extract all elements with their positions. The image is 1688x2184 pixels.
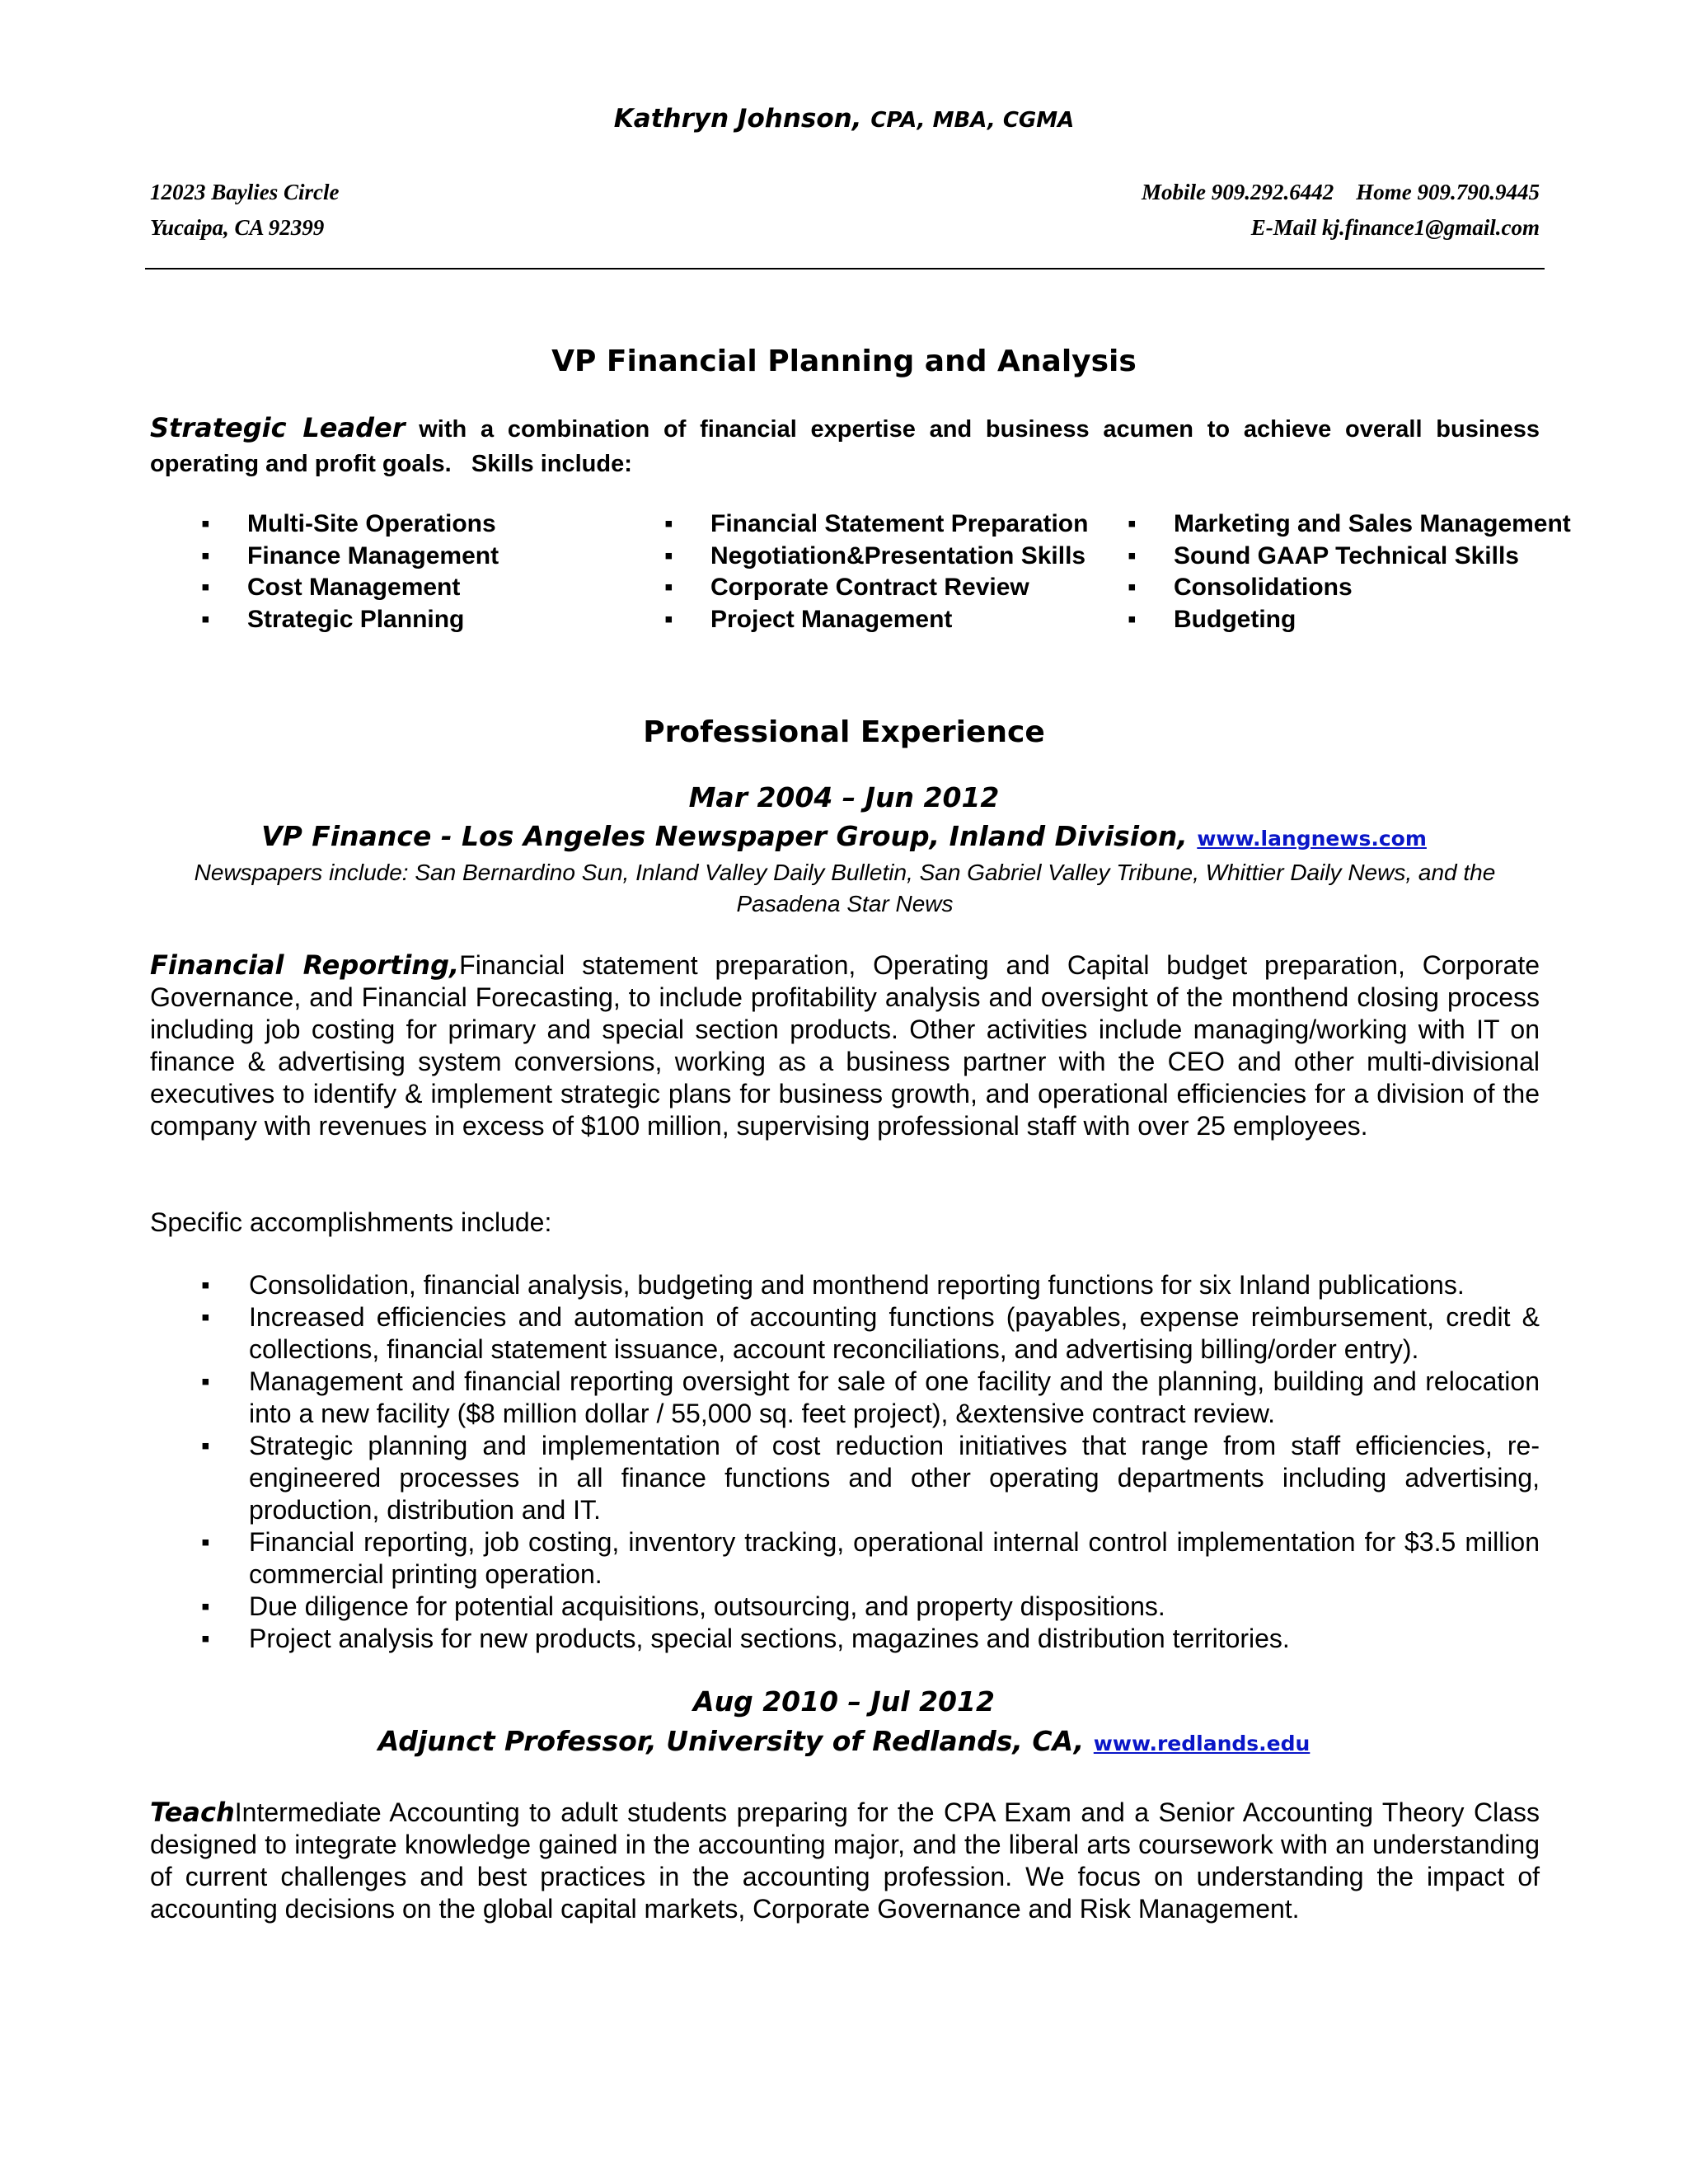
list-item: ▪ Project analysis for new products, special sections, magazines and distribution territories. xyxy=(150,1623,1540,1655)
address-block xyxy=(150,175,339,246)
skills-column-2 xyxy=(664,509,1088,635)
description-text: Financial statement preparation, Operating and Capital budget preparation, Corporate Governance, and Financial Forecasting, to include profitability analysis and oversight of the monthend closing process including job costing for primary and special section products. Other activities include managing/working with IT on finance & advertising system conversions, working as a business partner with the CEO and other multi-divisional executives to identify & implement strategic plans for business growth, and operational efficiencies for a division of the company with revenues in excess of $100 million, supervising professional staff with over 25 employees. xyxy=(150,950,1540,1141)
contact-block xyxy=(1142,175,1540,246)
job-description xyxy=(150,949,1540,1142)
job-title: Adjunct Professor, University of Redlands, CA, www.redlands.edu xyxy=(377,1725,1311,1757)
skill-item: ▪ Finance Management xyxy=(201,541,499,573)
job-title: VP Finance - Los Angeles Newspaper Group, Inland Division, www.langnews.com xyxy=(261,820,1427,852)
list-item: ▪ Management and financial reporting oversight for sale of one facility and the planning, building and relocation into a new facility ($8 million dollar / 55,000 sq. feet project), &extensive contract review. xyxy=(150,1366,1540,1430)
skill-item: ▪ Consolidations xyxy=(1128,572,1571,604)
description-lead: Financial Reporting, xyxy=(150,949,460,981)
skill-item: ▪ Strategic Planning xyxy=(201,604,499,636)
address-line-1: 12023 Baylies Circle xyxy=(150,180,340,204)
job-description xyxy=(150,1797,1540,1925)
summary-paragraph xyxy=(150,410,1547,481)
skill-item: ▪ Corporate Contract Review xyxy=(664,572,1088,604)
credentials: CPA, MBA, CGMA xyxy=(870,108,1075,133)
skill-item: ▪ Negotiation&Presentation Skills xyxy=(664,541,1088,573)
skill-item: ▪ Sound GAAP Technical Skills xyxy=(1128,541,1571,573)
skill-item: ▪ Financial Statement Preparation xyxy=(664,509,1088,541)
skill-item: ▪ Budgeting xyxy=(1128,604,1571,636)
summary-text: with a combination of financial expertise and business acumen to achieve overall business operating and profit goals. Skills include: xyxy=(150,416,1547,477)
list-item: ▪ Strategic planning and implementation of cost reduction initiatives that range from staff efficiencies, re-engineered processes in all finance functions and other operating departments including advertising, production, distribution and IT. xyxy=(150,1430,1540,1526)
skills-column-1 xyxy=(201,509,499,635)
objective-heading: VP Financial Planning and Analysis xyxy=(551,344,1137,378)
experience-heading: Professional Experience xyxy=(643,715,1045,749)
job-note: Newspapers include: San Bernardino Sun, Inland Valley Daily Bulletin, San Gabriel Valley Tribune, Whittier Daily News, and the Pasadena Star News xyxy=(194,860,1496,916)
skill-item: ▪ Multi-Site Operations xyxy=(201,509,499,541)
university-link[interactable]: www.redlands.edu xyxy=(1093,1732,1311,1755)
job-dates: Mar 2004 – Jun 2012 xyxy=(688,781,1000,813)
company-link[interactable]: www.langnews.com xyxy=(1197,827,1427,851)
job-dates: Aug 2010 – Jul 2012 xyxy=(693,1685,995,1718)
description-lead: Teach xyxy=(150,1797,235,1828)
header-divider xyxy=(145,268,1545,269)
email-address: E-Mail kj.finance1@gmail.com xyxy=(1250,215,1540,240)
list-item: ▪ Consolidation, financial analysis, budgeting and monthend reporting functions for six Inland publications. xyxy=(150,1269,1540,1301)
address-line-2: Yucaipa, CA 92399 xyxy=(150,215,325,240)
accomplishments-list xyxy=(150,1269,1540,1655)
skill-item: ▪ Cost Management xyxy=(201,572,499,604)
skill-item: ▪ Marketing and Sales Management xyxy=(1128,509,1571,541)
list-item: ▪ Financial reporting, job costing, inventory tracking, operational internal control implementation for $3.5 million commercial printing operation. xyxy=(150,1526,1540,1591)
skills-column-3 xyxy=(1128,509,1571,635)
skill-item: ▪ Project Management xyxy=(664,604,1088,636)
list-item: ▪ Increased efficiencies and automation of accounting functions (payables, expense reimbursement, credit & collections, financial statement issuance, account reconciliations, and advertising billing/order entry). xyxy=(150,1301,1540,1366)
summary-lead: Strategic Leader xyxy=(150,412,406,443)
list-item: ▪ Due diligence for potential acquisitions, outsourcing, and property dispositions. xyxy=(150,1591,1540,1623)
accomplishments-intro: Specific accomplishments include: xyxy=(150,1207,552,1237)
candidate-name: Kathryn Johnson, CPA, MBA, CGMA xyxy=(613,104,1075,134)
phone-numbers: Mobile 909.292.6442 Home 909.790.9445 xyxy=(1142,180,1540,204)
description-text: Intermediate Accounting to adult students preparing for the CPA Exam and a Senior Accounting Theory Class designed to integrate knowledge gained in the accounting major, and the liberal arts coursework with an understanding of current challenges and best practices in the accounting profession. We focus on understanding the impact of accounting decisions on the global capital markets, Corporate Governance and Risk Management. xyxy=(150,1797,1540,1924)
